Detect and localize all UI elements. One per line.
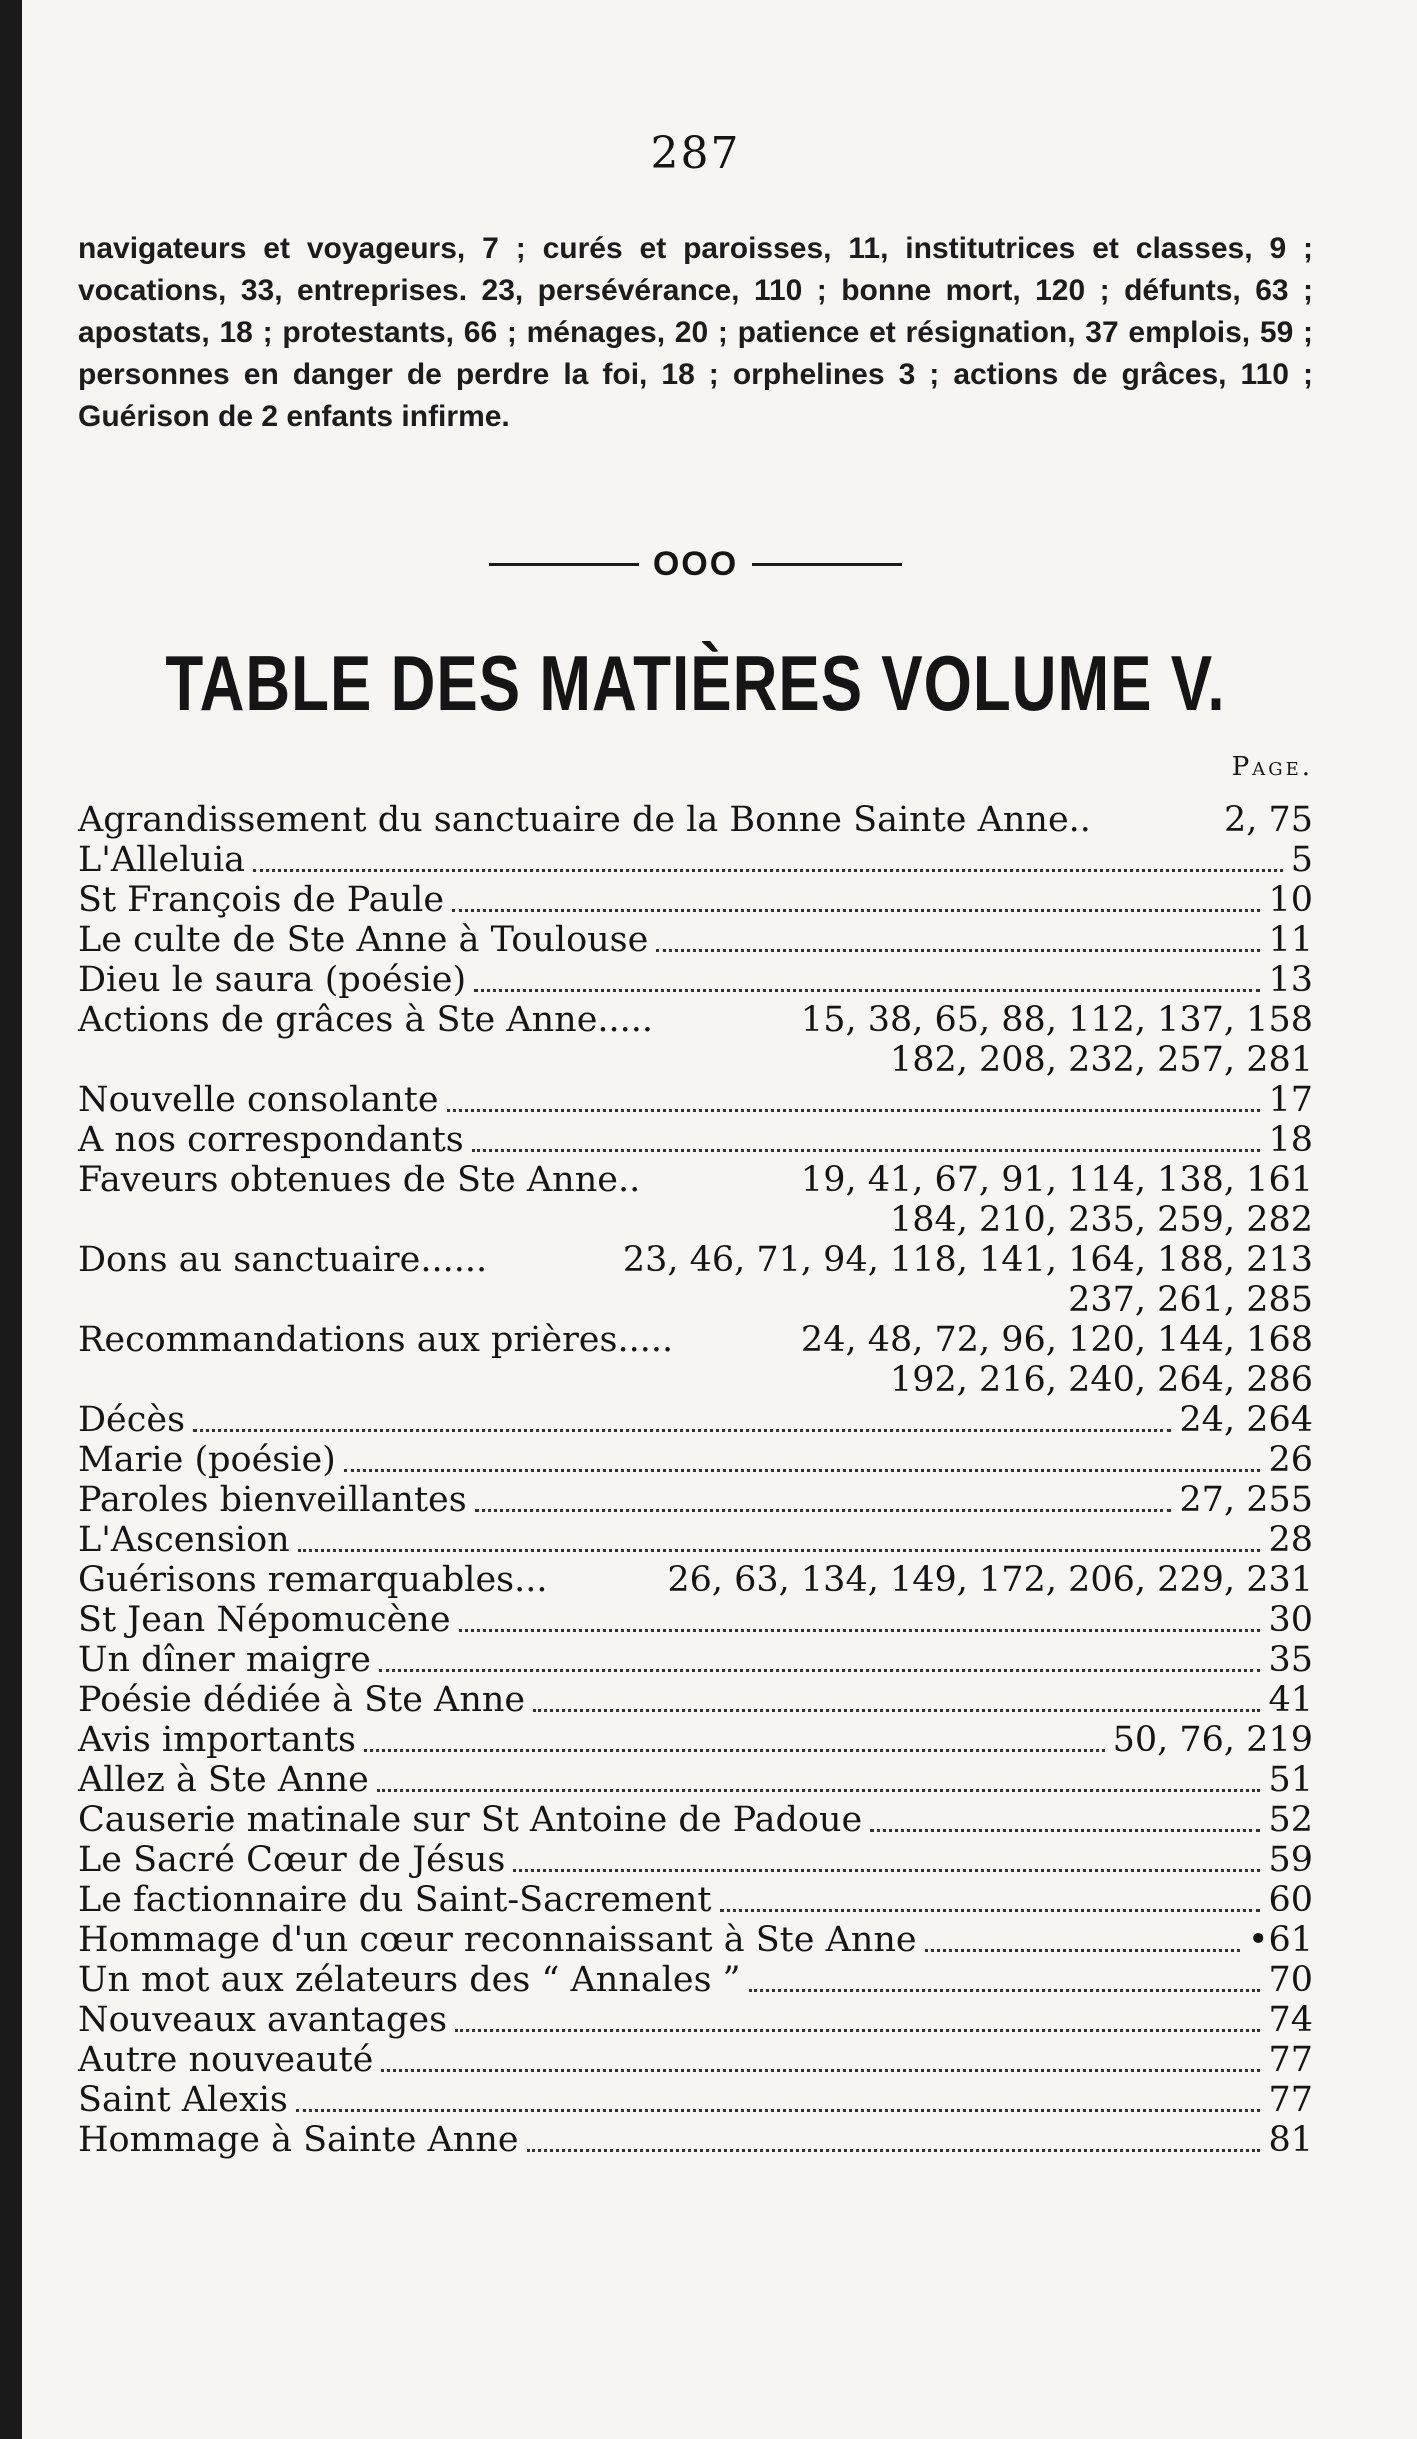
separator-mark: OOO: [652, 545, 739, 583]
toc-entry: [78, 1480, 1313, 1520]
toc-entry-pages: 17: [1268, 1080, 1313, 1120]
toc-entry-title: Autre nouveauté: [78, 2040, 374, 2080]
dot-leader: [527, 2149, 1261, 2152]
toc-entry: [78, 1920, 1313, 1960]
intro-paragraph: navigateurs et voyageurs, 7 ; curés et paroisses, 11, institutrices et classes, 9 ; vocations, 33, entreprises. 23, persévérance, 110 ; bonne mort, 120 ; défunts, 63 ; apostats, 18 ; protestants, 66 ; ménages, 20 ; patience et résignation, 37 emplois, 59 ; personnes en danger de perdre la foi, 18 ; orphelines 3 ; actions de grâces, 110 ; Guérison de 2 enfants infirme.: [78, 232, 1313, 433]
toc-entry-title: Faveurs obtenues de Ste Anne..: [78, 1160, 641, 1200]
toc-entry: [78, 960, 1313, 1000]
dot-leader: [193, 1429, 1171, 1432]
table-title: TABLE DES MATIÈRES VOLUME V.: [165, 641, 1226, 728]
toc-entry-title: Hommage à Sainte Anne: [78, 2120, 519, 2160]
toc-entry: [78, 1240, 1313, 1280]
dot-leader: [533, 1709, 1260, 1712]
toc-entry-title: Recommandations aux prières.....: [78, 1320, 674, 1360]
dot-leader: [296, 2109, 1261, 2112]
toc-entry-pages: 11: [1268, 920, 1313, 960]
toc-entry-pages: 27, 255: [1179, 1480, 1313, 1520]
page-number: 287: [650, 128, 741, 179]
toc-entry-continuation: 237, 261, 285: [1068, 1280, 1313, 1320]
toc-entry-pages: 74: [1268, 2000, 1313, 2040]
toc-entry-pages: 41: [1268, 1680, 1313, 1720]
toc-entry-title: Nouvelle consolante: [78, 1080, 439, 1120]
toc-entry-pages: 24, 48, 72, 96, 120, 144, 168: [800, 1320, 1313, 1360]
toc-entry-pages: •61: [1247, 1920, 1313, 1960]
toc-entry-title: Un dîner maigre: [78, 1640, 371, 1680]
toc-entry: [78, 1080, 1313, 1120]
toc-entry: [78, 1600, 1313, 1640]
dot-leader: [474, 989, 1260, 992]
toc-entry-pages: 15, 38, 65, 88, 112, 137, 158: [800, 1000, 1313, 1040]
toc-entry: [78, 1520, 1313, 1560]
toc-entry: [78, 1440, 1313, 1480]
dot-leader: [925, 1949, 1240, 1952]
page-column-header: Page.: [1231, 752, 1313, 782]
dot-leader: [656, 949, 1260, 952]
toc-entry: [78, 1000, 1313, 1040]
toc-entry: [78, 1320, 1313, 1360]
toc-entry: [78, 2040, 1313, 2080]
toc-entry: [78, 1720, 1313, 1760]
toc-entry: [78, 880, 1313, 920]
toc-entry-title: Décès: [78, 1400, 186, 1440]
dot-leader: [720, 1909, 1261, 1912]
toc-entry: [78, 1840, 1313, 1880]
toc-entry-pages: 30: [1268, 1600, 1313, 1640]
toc-entry-title: Causerie matinale sur St Antoine de Padoue: [78, 1800, 863, 1840]
section-separator: [78, 545, 1313, 584]
toc-entry-pages: 81: [1268, 2120, 1313, 2160]
dot-leader: [377, 1789, 1261, 1792]
toc-entry-pages: 26, 63, 134, 149, 172, 206, 229, 231: [667, 1560, 1313, 1600]
toc-entry-pages: 13: [1268, 960, 1313, 1000]
toc-entry-title: Dieu le saura (poésie): [78, 960, 467, 1000]
toc-entry-title: Le factionnaire du Saint-Sacrement: [78, 1880, 712, 1920]
dot-leader: [870, 1829, 1260, 1832]
toc-entry-continuation: 192, 216, 240, 264, 286: [889, 1360, 1313, 1400]
toc-entry-title: St Jean Népomucène: [78, 1600, 451, 1640]
toc-entry: [78, 2000, 1313, 2040]
toc-entry-pages: 18: [1268, 1120, 1313, 1160]
separator-line-right: [752, 563, 902, 566]
toc-entry-title: Marie (poésie): [78, 1440, 336, 1480]
toc-entry-pages: 50, 76, 219: [1112, 1720, 1313, 1760]
toc-entry-title: St François de Paule: [78, 880, 445, 920]
toc-entry-pages: 35: [1268, 1640, 1313, 1680]
toc-entry-title: A nos correspondants: [78, 1120, 464, 1160]
toc-entry: [78, 1680, 1313, 1720]
toc-entry-title: L'Alleluia: [78, 840, 246, 880]
toc-entry-pages: 59: [1268, 1840, 1313, 1880]
toc-entry: [78, 1400, 1313, 1440]
dot-leader: [455, 2029, 1260, 2032]
toc-entry-title: Actions de grâces à Ste Anne.....: [78, 1000, 654, 1040]
toc-entry-continuation: 182, 208, 232, 257, 281: [889, 1040, 1313, 1080]
toc-entry: [78, 840, 1313, 880]
toc-entry-pages: 2, 75: [1223, 800, 1313, 840]
toc-entry: [78, 2080, 1313, 2120]
toc-entry: [78, 1760, 1313, 1800]
toc-entry: [78, 2120, 1313, 2160]
dot-leader: [452, 909, 1260, 912]
toc-entry-title: Paroles bienveillantes: [78, 1480, 467, 1520]
dot-leader: [344, 1469, 1261, 1472]
toc-entry-pages: 10: [1268, 880, 1313, 920]
toc-entry-title: Hommage d'un cœur reconnaissant à Ste Anne: [78, 1920, 917, 1960]
toc-entry-pages: 26: [1268, 1440, 1313, 1480]
toc-entry: [78, 1960, 1313, 2000]
toc-entry: [78, 800, 1313, 840]
toc-entry-title: Un mot aux zélateurs des “ Annales ”: [78, 1960, 741, 2000]
toc-entry-pages: 19, 41, 67, 91, 114, 138, 161: [800, 1160, 1313, 1200]
toc-entry-title: Avis importants: [78, 1720, 357, 1760]
dot-leader: [475, 1509, 1172, 1512]
dot-leader: [381, 2069, 1260, 2072]
toc-entry-title: Nouveaux avantages: [78, 2000, 448, 2040]
toc-entry: [78, 1800, 1313, 1840]
toc-entry-pages: 77: [1268, 2040, 1313, 2080]
page-edge-shadow: [0, 0, 22, 2439]
dot-leader: [253, 869, 1283, 872]
toc-entry: [78, 1120, 1313, 1160]
dot-leader: [298, 1549, 1261, 1552]
toc-entry-pages: 52: [1268, 1800, 1313, 1840]
dot-leader: [379, 1669, 1260, 1672]
dot-leader: [447, 1109, 1261, 1112]
toc-entry: [78, 1160, 1313, 1200]
toc-entry-pages: 51: [1268, 1760, 1313, 1800]
toc-entry-title: Poésie dédiée à Ste Anne: [78, 1680, 526, 1720]
toc-entry-title: Agrandissement du sanctuaire de la Bonne Sainte Anne..: [78, 800, 1091, 840]
toc-entry-pages: 70: [1268, 1960, 1313, 2000]
dot-leader: [364, 1749, 1105, 1752]
toc-entry-continuation: 184, 210, 235, 259, 282: [889, 1200, 1313, 1240]
toc-entry: [78, 1560, 1313, 1600]
dot-leader: [513, 1869, 1260, 1872]
toc-entry-title: Guérisons remarquables...: [78, 1560, 548, 1600]
dot-leader: [472, 1149, 1261, 1152]
separator-line-left: [489, 563, 639, 566]
toc-entry-pages: 23, 46, 71, 94, 118, 141, 164, 188, 213: [622, 1240, 1313, 1280]
toc-entry-pages: 60: [1268, 1880, 1313, 1920]
toc-entry: [78, 1640, 1313, 1680]
document-page: [78, 0, 1313, 2439]
toc-entry-title: L'Ascension: [78, 1520, 290, 1560]
toc-entry-pages: 24, 264: [1179, 1400, 1313, 1440]
toc-entry-pages: 5: [1290, 840, 1313, 880]
toc-entry-title: Le Sacré Cœur de Jésus: [78, 1840, 506, 1880]
toc-entry: [78, 1880, 1313, 1920]
table-of-contents: [78, 800, 1313, 2160]
dot-leader: [459, 1629, 1261, 1632]
toc-entry-title: Allez à Ste Anne: [78, 1760, 369, 1800]
toc-entry-pages: 77: [1268, 2080, 1313, 2120]
toc-entry-title: Dons au sanctuaire......: [78, 1240, 488, 1280]
dot-leader: [749, 1989, 1261, 1992]
toc-entry: [78, 920, 1313, 960]
toc-entry-title: Le culte de Ste Anne à Toulouse: [78, 920, 649, 960]
toc-entry-pages: 28: [1268, 1520, 1313, 1560]
toc-entry-title: Saint Alexis: [78, 2080, 288, 2120]
